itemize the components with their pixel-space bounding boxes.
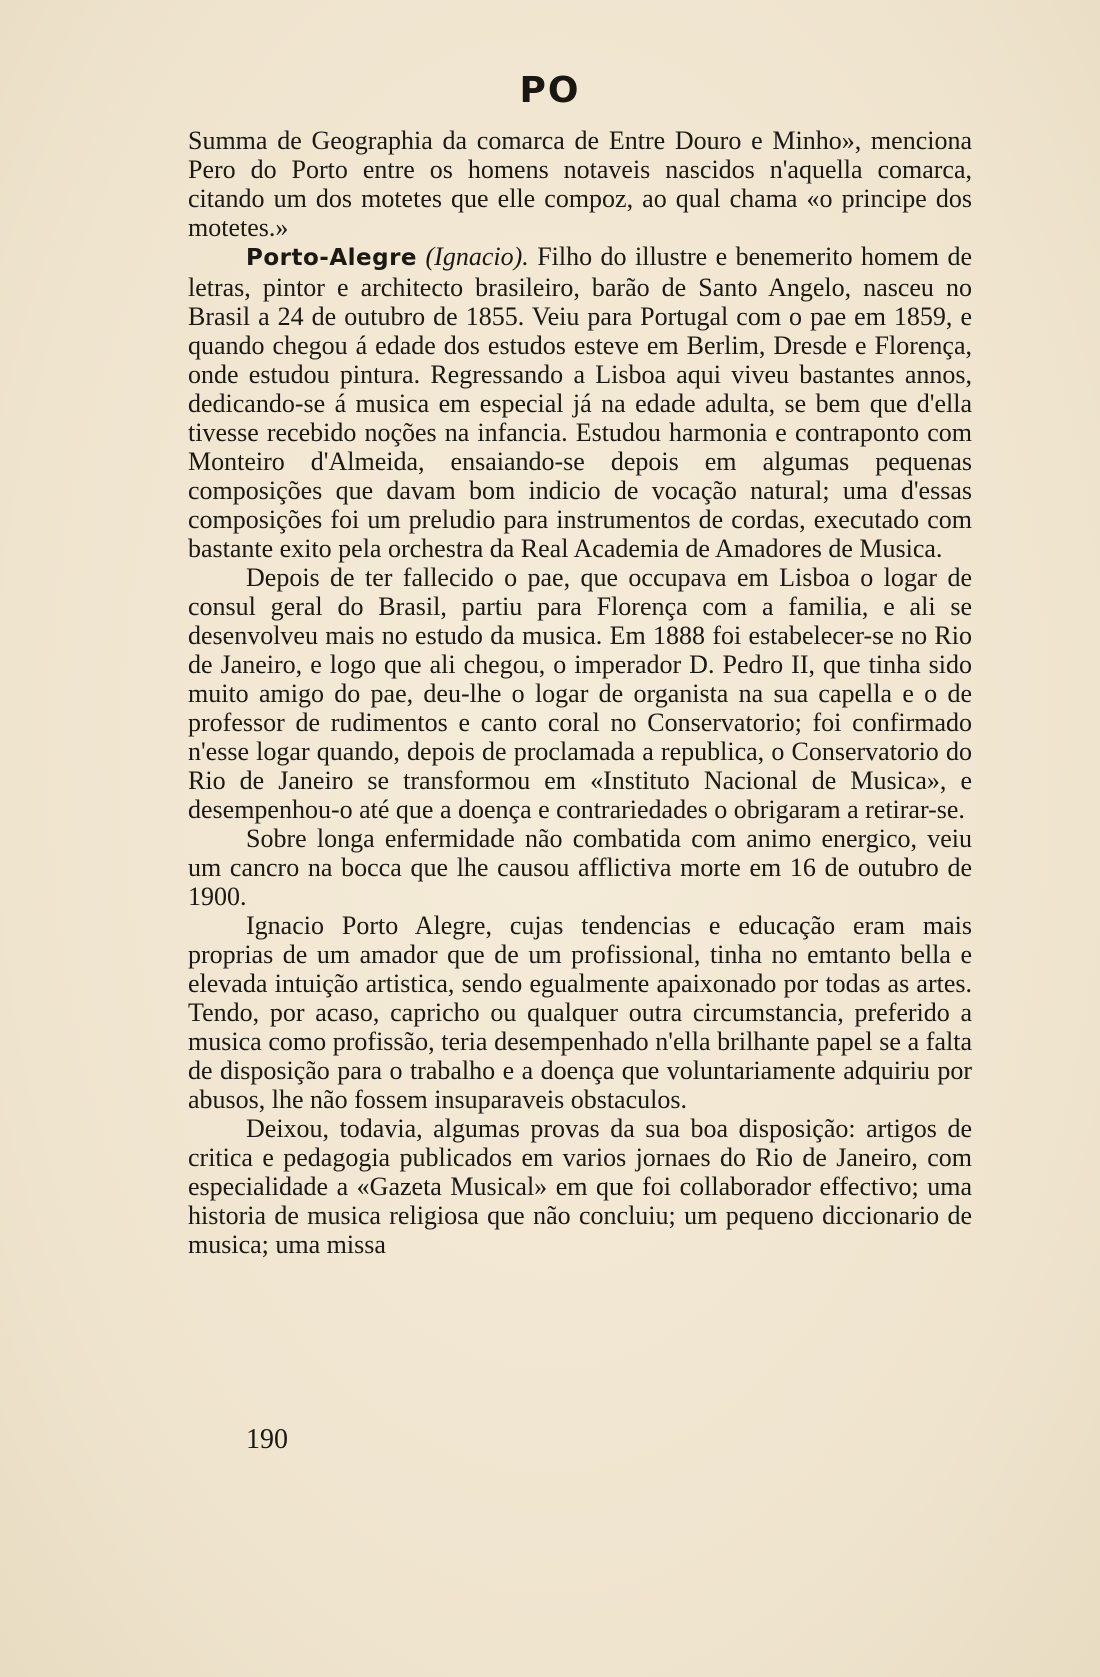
paragraph-1: Summa de Geographia da comarca de Entre Douro e Minho», menciona Pero do Porto entre os homens notaveis nascidos n'aquella comarca, citando um dos motetes que elle compoz, ao qual chama «o principe dos motetes.» [188, 126, 972, 242]
entry-subheading: (Ignacio). [425, 242, 529, 271]
paragraph-2-entry [188, 242, 972, 563]
running-header: PO [519, 70, 581, 111]
paragraph-5: Ignacio Porto Alegre, cujas tendencias e educação eram mais proprias de um amador que de um profissional, tinha no emtanto bella e elevada intuição artistica, sendo egualmente apaixonado por todas as artes. Tendo, por acaso, capricho ou qualquer outra circumstancia, preferido a musica como profissão, teria desempenhado n'ella brilhante papel se a falta de disposição para o trabalho e a doença que voluntariamente adquiriu por abusos, lhe não fossem insuparaveis obstaculos. [188, 911, 972, 1114]
paragraph-3: Depois de ter fallecido o pae, que occupava em Lisboa o logar de consul geral do Brasil, partiu para Florença com a familia, e ali se desenvolveu mais no estudo da musica. Em 1888 foi estabelecer-se no Rio de Janeiro, e logo que ali chegou, o imperador D. Pedro II, que tinha sido muito amigo do pae, deu-lhe o logar de organista na sua capella e o de professor de rudimentos e canto coral no Conservatorio; foi confirmado n'esse logar quando, depois de proclamada a republica, o Conservatorio do Rio de Janeiro se transformou em «Instituto Nacional de Musica», e desempenhou-o até que a doença e contrariedades o obrigaram a retirar-se. [188, 563, 972, 824]
entry-text: Filho do illustre e benemerito homem de letras, pintor e architecto brasileiro, barão de Santo Angelo, nasceu no Brasil a 24 de outubro de 1855. Veiu para Portugal com o pae em 1859, e quando chegou á edade dos estudos esteve em Berlim, Dresde e Florença, onde estudou pintura. Regressando a Lisboa aqui viveu bastantes annos, dedicando-se á musica em especial já na edade adulta, se bem que d'ella tivesse recebido noções na infancia. Estudou harmonia e contraponto com Monteiro d'Almeida, ensaiando-se depois em algumas pequenas composições que davam bom indicio de vocação natural; uma d'essas composições foi um preludio para instrumentos de cordas, executado com bastante exito pela orchestra da Real Academia de Amadores de Musica. [188, 242, 973, 563]
body-text [188, 126, 972, 1259]
paragraph-4: Sobre longa enfermidade não combatida com animo energico, veiu um cancro na bocca que lhe causou afflictiva morte em 16 de outubro de 1900. [188, 824, 972, 911]
page-number: 190 [246, 1424, 288, 1455]
paragraph-6: Deixou, todavia, algumas provas da sua boa disposição: artigos de critica e pedagogia publicados em varios jornaes do Rio de Janeiro, com especialidade a «Gazeta Musical» em que foi collaborador effectivo; uma historia de musica religiosa que não concluiu; um pequeno diccionario de musica; uma missa [188, 1114, 972, 1259]
entry-heading: Porto-Alegre [246, 245, 418, 271]
